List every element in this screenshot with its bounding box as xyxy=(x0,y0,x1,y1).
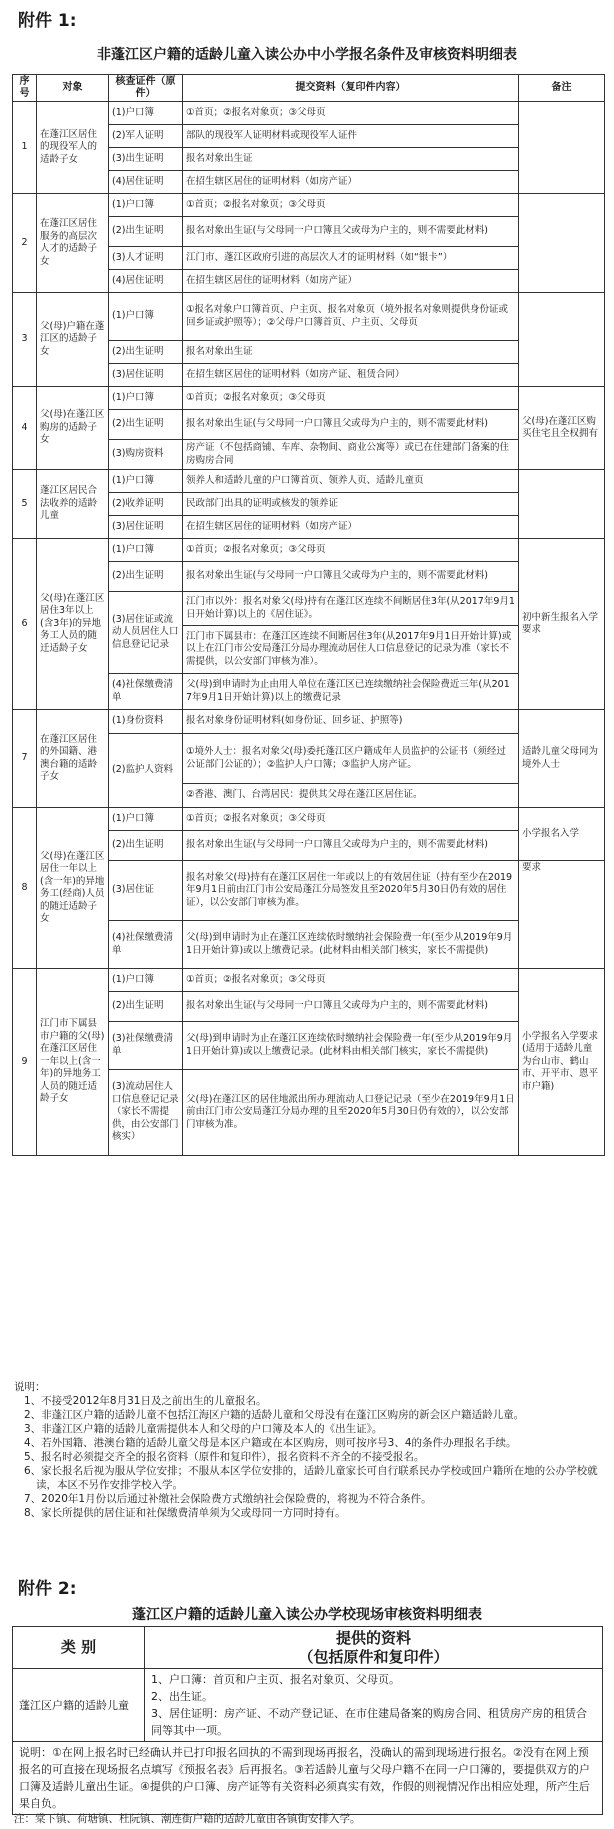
cert-cell: (1)户口簿 xyxy=(109,470,183,493)
note-line: 3、非蓬江区户籍的适龄儿童需提供本人和父母的户口簿及本人的《出生证》。 xyxy=(24,1423,383,1435)
header-materials-line2: （包括原件和复印件） xyxy=(298,1647,449,1666)
row-object: 在蓬江区居住的外国籍、港澳台籍的适龄子女 xyxy=(37,710,109,808)
cert-cell: (4)社保缴费清单 xyxy=(109,674,183,710)
remark-cell: 适龄儿童父母同为境外人士 xyxy=(519,710,605,808)
material-cell: 民政部门出具的证明或核发的领养证 xyxy=(183,493,519,516)
material-cell: ①境外人士：报名对象父(母)委托蓬江区户籍成年人员监护的公证书（须经过公证部门公证的）；②监护人户口簿；③监护人房产证。 xyxy=(183,734,519,784)
remark-cell: 要求 xyxy=(519,861,605,969)
row-object: 江门市下属县市户籍的父(母)在蓬江区居住一年以上(含一年)的异地务工人员的随迁适龄子女 xyxy=(37,969,109,1156)
material-cell: 报名对象出生证(与父母同一户口簿且父或母为户主的，则不需要此材料) xyxy=(183,562,519,592)
note-line: 1、不接受2012年8月31日及之前出生的儿童报名。 xyxy=(24,1395,267,1407)
header-remark: 备注 xyxy=(519,75,605,102)
note-line: 8、家长所提供的居住证和社保缴费清单须为父或母同一方同时持有。 xyxy=(24,1507,346,1519)
material-item: 1、户口簿：首页和户主页、报名对象页、父母页。 xyxy=(151,1673,400,1686)
material-item: 3、居住证明：房产证、不动产登记证、在市住建局备案的购房合同、租赁房产房的租赁合同等其中一项。 xyxy=(151,1707,587,1737)
remark-cell xyxy=(519,102,605,194)
attachment-1-label: 附件 1: xyxy=(18,11,77,31)
header-materials xyxy=(145,1627,603,1669)
cert-cell: (3)居住证或流动人员居住人口信息登记记录 xyxy=(109,592,183,674)
table-2-title: 蓬江区户籍的适龄儿童入读公办学校现场审核资料明细表 xyxy=(132,1607,482,1623)
cert-cell: (1)户口簿 xyxy=(109,194,183,217)
material-cell: 在招生辖区居住的证明材料（如房产证） xyxy=(183,171,519,194)
material-cell: ①首页；②报名对象页；③父母页 xyxy=(183,102,519,125)
header-object: 对象 xyxy=(37,75,109,102)
note-line: 5、报名时必须提交齐全的报名资料（原件和复印件），报名资料不齐全的不接受报名。 xyxy=(24,1451,425,1463)
row-object: 在蓬江区居住的现役军人的适龄子女 xyxy=(37,102,109,194)
row-no: 6 xyxy=(13,539,37,710)
cert-cell: (3)购房资料 xyxy=(109,440,183,470)
note-line: 2、非蓬江区户籍的适龄儿童不包括江海区户籍的适龄儿童和父母没有在蓬江区购房的新会区户籍适龄儿童。 xyxy=(24,1409,525,1421)
material-cell: 江门市下属县市：在蓬江区连续不间断居住3年(从2017年9月1日开始计算)或以上在江门市公安局蓬江分局办理流动居住人口信息登记的记录为准（家长不需提供，以公安部门审核为准）。 xyxy=(183,626,519,674)
material-cell: 在招生辖区居住的证明材料（如房产证、租赁合同） xyxy=(183,364,519,387)
note-line: 说明： xyxy=(14,1381,46,1393)
attachment-2-label: 附件 2: xyxy=(18,1579,77,1599)
row-no: 4 xyxy=(13,387,37,470)
material-cell: ①首页；②报名对象页；③父母页 xyxy=(183,387,519,410)
note-line: 4、若外国籍、港澳台籍的适龄儿童父母是本区户籍或在本区购房，则可按序号3、4的条件办理报名手续。 xyxy=(24,1437,517,1449)
material-cell: 部队的现役军人证明材料或现役军人证件 xyxy=(183,125,519,148)
row-no: 1 xyxy=(13,102,37,194)
row-object: 在蓬江区居住服务的高层次人才的适龄子女 xyxy=(37,194,109,293)
row-no: 2 xyxy=(13,194,37,293)
row-no: 7 xyxy=(13,710,37,808)
material-item: 2、出生证。 xyxy=(151,1690,213,1703)
cert-cell: (2)出生证明 xyxy=(109,992,183,1022)
header-category: 类 别 xyxy=(13,1627,145,1669)
cert-cell: (1)户口簿 xyxy=(109,102,183,125)
cert-cell: (2)出生证明 xyxy=(109,341,183,364)
row-no: 3 xyxy=(13,293,37,387)
material-cell: 父(母)到申请时为止在蓬江区连续依时缴纳社会保险费一年(至少从2019年9月1日开始计算)或以上缴费记录。(此材料由相关部门核实，家长不需提供) xyxy=(183,921,519,969)
cert-cell: (3)居住证明 xyxy=(109,364,183,387)
material-cell: 报名对象出生证(与父母同一户口簿且父或母为户主的，则不需要此材料) xyxy=(183,831,519,861)
table-1-title: 非蓬江区户籍的适龄儿童入读公办中小学报名条件及审核资料明细表 xyxy=(97,47,517,63)
row-object: 父(母)在蓬江区居住一年以上(含一年)的异地务工(经商)人员的随迁适龄子女 xyxy=(37,808,109,969)
remark-cell: 初中新生报名入学要求 xyxy=(519,539,605,710)
cert-cell: (1)户口簿 xyxy=(109,969,183,992)
material-cell: 房产证（不包括商铺、车库、杂物间、商业公寓等）或已在住建部门备案的住房购房合同 xyxy=(183,440,519,470)
cert-cell: (3)出生证明 xyxy=(109,148,183,171)
remark-cell: 小学报名入学要求(适用于适龄儿童为台山市、鹤山市、开平市、恩平市户籍) xyxy=(519,969,605,1156)
cert-cell: (1)身份资料 xyxy=(109,710,183,734)
cert-cell: (4)居住证明 xyxy=(109,270,183,293)
header-no: 序号 xyxy=(13,75,37,102)
cert-cell: (2)监护人资料 xyxy=(109,734,183,808)
cert-cell: (4)社保缴费清单 xyxy=(109,921,183,969)
header-materials: 提交资料（复印件内容） xyxy=(183,75,519,102)
materials-cell xyxy=(145,1669,603,1742)
material-cell: ①报名对象户口簿首页、户主页、报名对象页（境外报名对象则提供身份证或回乡证或护照等）；②父母户口簿首页、户主页、父母页 xyxy=(183,293,519,341)
material-cell: 江门市、蓬江区政府引进的高层次人才的证明材料（如“银卡”） xyxy=(183,247,519,270)
cert-cell: (3)人才证明 xyxy=(109,247,183,270)
footnote: 注：棠下镇、荷塘镇、杜阮镇、潮连街户籍的适龄儿童由各镇街安排入学。 xyxy=(14,1813,361,1825)
category-cell: 蓬江区户籍的适龄儿童 xyxy=(13,1669,145,1742)
cert-cell: (2)出生证明 xyxy=(109,562,183,592)
table-1 xyxy=(12,74,605,1156)
material-cell: ①首页；②报名对象页；③父母页 xyxy=(183,969,519,992)
row-object: 蓬江区居民合法收养的适龄儿童 xyxy=(37,470,109,539)
material-cell: 报名对象父(母)持有在蓬江区居住一年或以上的有效居住证（持有至少在2019年9月1日前由江门市公安局蓬江分局签发且至2020年5月30日仍有效的居住证），以公安部门审核为准。 xyxy=(183,861,519,921)
material-cell: 报名对象出生证 xyxy=(183,341,519,364)
cert-cell: (3)居住证明 xyxy=(109,516,183,539)
material-cell: ①首页；②报名对象页；③父母页 xyxy=(183,539,519,562)
material-cell: 领养人和适龄儿童的户口簿首页、领养人页、适龄儿童页 xyxy=(183,470,519,493)
material-cell: ①首页；②报名对象页；③父母页 xyxy=(183,808,519,831)
cert-cell: (3)居住证 xyxy=(109,861,183,921)
header-cert: 核查证件（原件） xyxy=(109,75,183,102)
note-line: 6、家长报名后视为服从学位安排；不服从本区学位安排的，适龄儿童家长可自行联系民办学校或回户籍所在地的公办学校就读，本区不另作安排学校入学。 xyxy=(24,1465,598,1491)
remark-cell xyxy=(519,194,605,293)
cert-cell: (1)户口簿 xyxy=(109,808,183,831)
cert-cell: (1)户口簿 xyxy=(109,293,183,341)
material-cell: 在招生辖区居住的证明材料（如房产证） xyxy=(183,516,519,539)
material-cell: 父(母)到申请时为止在蓬江区连续依时缴纳社会保险费一年(至少从2019年9月1日开始计算)或以上缴费记录。(此材料由相关部门核实，家长不需提供) xyxy=(183,1022,519,1070)
remark-cell xyxy=(519,470,605,539)
cert-cell: (2)出生证明 xyxy=(109,410,183,440)
material-cell: 报名对象出生证 xyxy=(183,148,519,171)
cert-cell: (3)社保缴费清单 xyxy=(109,1022,183,1070)
note-line: 7、2020年1月份以后通过补缴社会保险费方式缴纳社会保险费的，将视为不符合条件。 xyxy=(24,1493,432,1505)
remark-cell: 父(母)在蓬江区购买住宅且全权拥有 xyxy=(519,387,605,470)
cert-cell: (2)出生证明 xyxy=(109,831,183,861)
table-2 xyxy=(12,1626,603,1815)
notes-1 xyxy=(14,1380,600,1520)
remark-cell: 小学报名入学 xyxy=(519,808,605,861)
material-cell: 报名对象身份证明材料(如身份证、回乡证、护照等) xyxy=(183,710,519,734)
remark-cell xyxy=(519,293,605,387)
cert-cell: (4)居住证明 xyxy=(109,171,183,194)
row-object: 父(母)在蓬江区居住3年以上(含3年)的异地务工人员的随迁适龄子女 xyxy=(37,539,109,710)
row-object: 父(母)在蓬江区购房的适龄子女 xyxy=(37,387,109,470)
material-cell: 报名对象出生证(与父母同一户口簿且父或母为户主的，则不需要此材料) xyxy=(183,217,519,247)
cert-cell: (3)流动居住人口信息登记记录（家长不需提供，由公安部门核实） xyxy=(109,1070,183,1156)
material-cell: 父(母)在蓬江区的居住地派出所办理流动人口登记记录（至少在2019年9月1日前由江门市公安局蓬江分局办理的且至2020年5月30日仍有效的），以公安部门审核为准。 xyxy=(183,1070,519,1156)
cert-cell: (2)军人证明 xyxy=(109,125,183,148)
material-cell: 在招生辖区居住的证明材料（如房产证） xyxy=(183,270,519,293)
cert-cell: (1)户口簿 xyxy=(109,387,183,410)
cert-cell: (1)户口簿 xyxy=(109,539,183,562)
row-no: 9 xyxy=(13,969,37,1156)
row-no: 8 xyxy=(13,808,37,969)
material-cell: 报名对象出生证(与父母同一户口簿且父或母为户主的，则不需要此材料) xyxy=(183,410,519,440)
material-cell: 江门市以外：报名对象父(母)持有在蓬江区连续不间断居住3年(从2017年9月1日开始计算)以上的《居住证》。 xyxy=(183,592,519,626)
header-materials-line1: 提供的资料 xyxy=(335,1628,411,1647)
material-cell: ①首页；②报名对象页；③父母页 xyxy=(183,194,519,217)
cert-cell: (2)收养证明 xyxy=(109,493,183,516)
table-2-note: 说明：①在网上报名时已经确认并已打印报名回执的不需到现场再报名，没确认的需到现场进行报名。②没有在网上预报名的可直接在现场报名点填写《预报名表》后再报名。③若适龄儿童与父母户籍不在同一户口簿的，要提供双方的户口簿及适龄儿童出生证。④提供的户口簿、房产证等有关资料必须真实有效，作假的则视情况作出相应处理，所产生后果自负。 xyxy=(13,1742,603,1815)
material-cell: 父(母)到申请时为止由用人单位在蓬江区已连续缴纳社会保险费近三年(从2017年9月1日开始计算)以上的缴费记录 xyxy=(183,674,519,710)
row-object: 父(母)户籍在蓬江区的适龄子女 xyxy=(37,293,109,387)
cert-cell: (2)出生证明 xyxy=(109,217,183,247)
material-cell: ②香港、澳门、台湾居民：提供其父母在蓬江区居住证。 xyxy=(183,784,519,808)
material-cell: 报名对象出生证(与父母同一户口簿且父或母为户主的，则不需要此材料) xyxy=(183,992,519,1022)
row-no: 5 xyxy=(13,470,37,539)
